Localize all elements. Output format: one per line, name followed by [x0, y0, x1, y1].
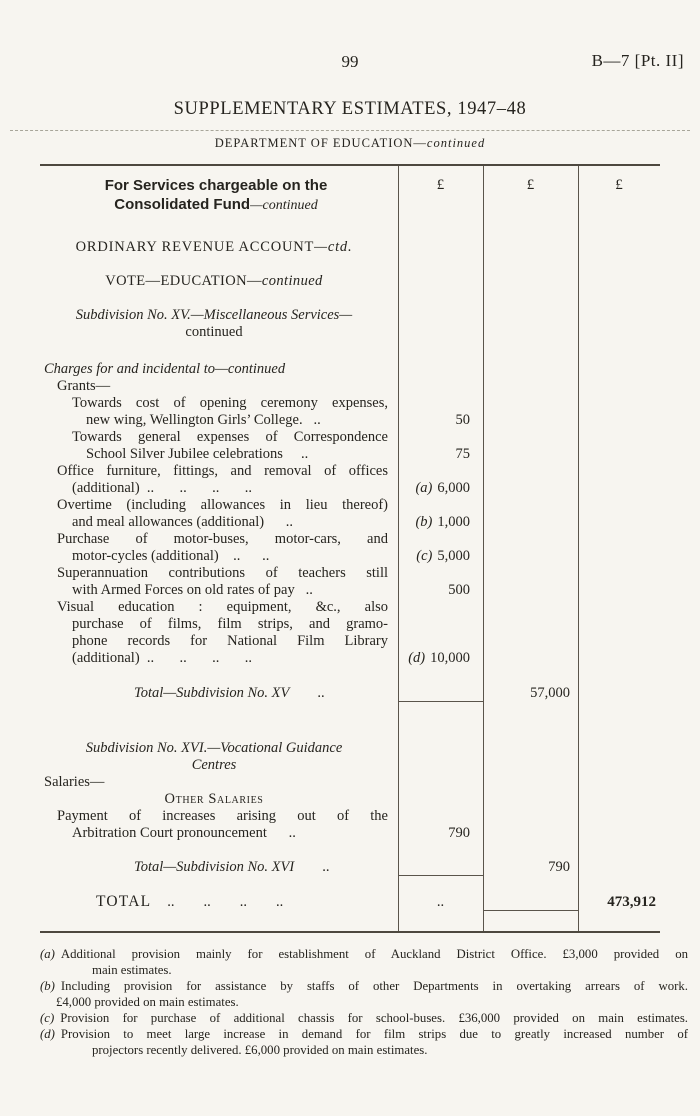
empty-cell [578, 395, 660, 429]
footnote-b-line2: £4,000 provided on main estimates. [56, 995, 239, 1009]
footnote-marker: (a) [40, 947, 55, 961]
item-line: motor-cycles (additional) .. .. [72, 548, 270, 564]
grants-heading [40, 378, 398, 395]
fund-header-line2 [44, 195, 388, 215]
empty-cell [483, 565, 578, 599]
sum-rule-cell [398, 685, 483, 702]
amount-value: 75 [455, 446, 470, 462]
other-salaries-label: Other Salaries [164, 791, 264, 807]
item-description [40, 395, 398, 429]
grand-total-col1-cell [398, 893, 483, 911]
item-line: and meal allowances (additional) .. [72, 514, 294, 530]
empty-cell [483, 463, 578, 497]
salaries-label: Salaries— [44, 774, 105, 790]
subdivision-15-line2: continued [185, 324, 243, 340]
empty-cell [578, 307, 660, 341]
subtotal-description [40, 685, 398, 702]
item-description [40, 463, 398, 497]
subdivision-16-line1: Subdivision No. XVI.—Vocational Guidance [85, 740, 343, 756]
empty-cell [483, 497, 578, 531]
empty-cell [578, 429, 660, 463]
account-heading-row [40, 239, 660, 256]
item-description [40, 497, 398, 531]
other-salaries-heading-row [40, 791, 660, 808]
fund-header [40, 166, 398, 215]
subdivision-15-line1: Subdivision No. XV.—Miscellaneous Services— [75, 307, 353, 323]
footnote-c-line1 [40, 1010, 688, 1026]
fund-header-line1: For Services chargeable on the [104, 177, 328, 194]
subtotal-amount-cell [483, 685, 578, 702]
empty-cell [578, 740, 660, 774]
item-line: purchase of films, film strips, and gramo- [72, 616, 388, 632]
empty-cell [483, 395, 578, 429]
empty-cell [578, 599, 660, 667]
fund-header-continued: —continued [250, 198, 318, 213]
empty-cell [578, 239, 660, 256]
footnotes [40, 946, 688, 1058]
empty-cell [578, 565, 660, 599]
amount-cell [398, 395, 483, 429]
footnote-marker: (c) [40, 1011, 55, 1025]
account-continued: —ctd. [314, 239, 353, 255]
department-heading [0, 136, 700, 151]
department-name: DEPARTMENT OF EDUCATION— [214, 136, 427, 150]
subtotal-row-xvi [40, 859, 660, 876]
item-line: (additional) .. .. .. .. [72, 480, 253, 496]
amount-value: 5,000 [437, 548, 470, 564]
empty-cell [398, 307, 483, 341]
other-salaries-heading [40, 791, 398, 808]
amount-value: 500 [448, 582, 470, 598]
empty-cell [483, 791, 578, 808]
subdivision-16-heading [40, 740, 398, 774]
account-heading [40, 239, 398, 256]
footnote-a-line1 [40, 946, 688, 962]
amount-cell [398, 497, 483, 531]
amount-value: 790 [448, 825, 470, 841]
footnote-text: Provision for purchase of additional chassis for school-buses. £36,000 provided on main estimates. [60, 1011, 688, 1025]
footnote-text: Additional provision mainly for establishment of Auckland District Office. £3,000 provided on [60, 947, 688, 961]
item-line: Towards cost of opening ceremony expenses, [72, 395, 388, 411]
subtotal-line [44, 685, 388, 702]
empty-cell [398, 774, 483, 791]
grand-total-label: TOTAL [96, 893, 152, 910]
footnote-ref: (a) [415, 480, 433, 496]
amount-value: 10,000 [430, 650, 470, 666]
footnote-marker: (d) [40, 1027, 55, 1041]
table-row [40, 429, 660, 463]
amount-value: 6,000 [437, 480, 470, 496]
empty-cell [398, 361, 483, 378]
empty-cell [398, 378, 483, 395]
document-title: SUPPLEMENTARY ESTIMATES, 1947–48 [173, 99, 527, 119]
amount-cell [398, 463, 483, 497]
footnote-ref: (d) [408, 650, 426, 666]
account-label: ORDINARY REVENUE ACCOUNT [75, 239, 315, 255]
table-row [40, 531, 660, 565]
amount-value: 1,000 [437, 514, 470, 530]
vote-heading [40, 273, 398, 290]
grand-total-description [40, 893, 398, 911]
amount-cell [398, 808, 483, 842]
footnote-b-line1 [40, 978, 688, 994]
grants-heading-row [40, 378, 660, 395]
doc-reference: B—7 [Pt. II] [591, 51, 684, 70]
empty-cell [578, 685, 660, 702]
item-line: phone records for National Film Library [72, 633, 388, 649]
empty-cell [398, 239, 483, 256]
vote-continued: continued [261, 273, 323, 289]
empty-cell [483, 361, 578, 378]
money-header-2: £ [526, 177, 535, 193]
money-header-3: £ [615, 177, 623, 193]
empty-cell [578, 378, 660, 395]
item-description [40, 531, 398, 565]
amount-cell [398, 599, 483, 667]
empty-cell [483, 531, 578, 565]
empty-cell [483, 239, 578, 256]
footnote-text: Including provision for assistance by staffs of other Departments in overtaking arrears of work. [60, 979, 688, 993]
item-line: (additional) .. .. .. .. [72, 650, 253, 666]
item-line: Towards general expenses of Correspondence [72, 429, 388, 445]
subtotal-value: 790 [548, 859, 570, 875]
item-line: new wing, Wellington Girls’ College. .. [86, 412, 321, 428]
dot-leader: .. .. .. .. [167, 894, 284, 910]
item-description [40, 599, 398, 667]
dot-leader: .. [322, 859, 330, 875]
empty-cell [578, 791, 660, 808]
empty-cell [578, 497, 660, 531]
empty-cell [483, 599, 578, 667]
item-line: Superannuation contributions of teachers still [57, 565, 388, 581]
item-description [40, 429, 398, 463]
empty-cell [483, 273, 578, 290]
subtotal-amount-cell [483, 859, 578, 876]
table-row [40, 565, 660, 599]
amount-cell [398, 565, 483, 599]
empty-cell [398, 273, 483, 290]
money-header-1: £ [436, 177, 445, 193]
grand-total-line [44, 893, 388, 911]
subtotal-value: 57,000 [530, 685, 570, 701]
vote-label: VOTE—EDUCATION— [105, 273, 262, 289]
estimates-table [40, 164, 660, 933]
footnote-ref: (b) [415, 514, 433, 530]
grand-total-value: 473,912 [607, 894, 656, 910]
empty-cell [578, 273, 660, 290]
footnote-d-line2: projectors recently delivered. £6,000 provided on main estimates. [92, 1043, 428, 1057]
subtotal-label: Total—Subdivision No. XV [134, 685, 290, 701]
table-row [40, 395, 660, 429]
dot-leader: .. [436, 894, 445, 910]
empty-cell [578, 808, 660, 842]
subdivision-16-heading-row [40, 740, 660, 774]
salaries-heading-row [40, 774, 660, 791]
grand-total-amount-cell [578, 893, 660, 911]
footnote-d-line1 [40, 1026, 688, 1042]
subtotal-line [44, 859, 388, 876]
table-header-row [40, 166, 660, 215]
empty-cell [578, 859, 660, 876]
charges-heading [40, 361, 398, 378]
item-description [40, 808, 398, 842]
item-line: Overtime (including allowances in lieu thereof) [57, 497, 388, 513]
empty-cell [578, 774, 660, 791]
sum-rule-cell [483, 893, 578, 911]
empty-cell [398, 740, 483, 774]
subtotal-row-xv [40, 685, 660, 702]
table-row [40, 463, 660, 497]
vote-heading-row [40, 273, 660, 290]
empty-cell [483, 378, 578, 395]
charges-heading-row [40, 361, 660, 378]
subdivision-15-heading-row [40, 307, 660, 341]
sum-rule-cell [398, 859, 483, 876]
item-line: School Silver Jubilee celebrations .. [86, 446, 309, 462]
item-description [40, 565, 398, 599]
empty-cell [483, 774, 578, 791]
empty-cell [578, 531, 660, 565]
item-line: Visual education : equipment, &c., also [57, 599, 388, 615]
empty-cell [483, 808, 578, 842]
item-line: Office furniture, fittings, and removal of offices [57, 463, 388, 479]
footnote-marker: (b) [40, 979, 55, 993]
grants-label: Grants— [57, 378, 111, 394]
item-line: Purchase of motor-buses, motor-cars, and [57, 531, 388, 547]
subtotal-label: Total—Subdivision No. XVI [134, 859, 295, 875]
department-continued: continued [426, 136, 486, 150]
charges-label: Charges for and incidental to—continued [44, 361, 286, 377]
page-number: 99 [341, 52, 359, 71]
empty-cell [578, 361, 660, 378]
dashed-divider [10, 130, 690, 131]
item-line: with Armed Forces on old rates of pay .. [72, 582, 313, 598]
item-line: Payment of increases arising out of the [57, 808, 388, 824]
table-row [40, 808, 660, 842]
subtotal-description [40, 859, 398, 876]
empty-cell [398, 791, 483, 808]
table-row [40, 497, 660, 531]
empty-cell [483, 740, 578, 774]
amount-cell [398, 429, 483, 463]
subdivision-16-line2: Centres [191, 757, 237, 773]
footnote-text: Provision to meet large increase in demand for film strips due to greatly increased number of [60, 1027, 688, 1041]
empty-cell [483, 429, 578, 463]
item-line: Arbitration Court pronouncement .. [72, 825, 296, 841]
amount-cell [398, 531, 483, 565]
grand-total-row [40, 893, 660, 911]
footnote-a-line2: main estimates. [92, 963, 172, 977]
table-row [40, 599, 660, 667]
subdivision-15-heading [40, 307, 398, 341]
empty-cell [578, 463, 660, 497]
footnote-ref: (c) [416, 548, 433, 564]
fund-header-text: Consolidated Fund [114, 196, 251, 213]
empty-cell [483, 307, 578, 341]
amount-value: 50 [455, 412, 470, 428]
salaries-heading [40, 774, 398, 791]
dot-leader: .. [317, 685, 325, 701]
